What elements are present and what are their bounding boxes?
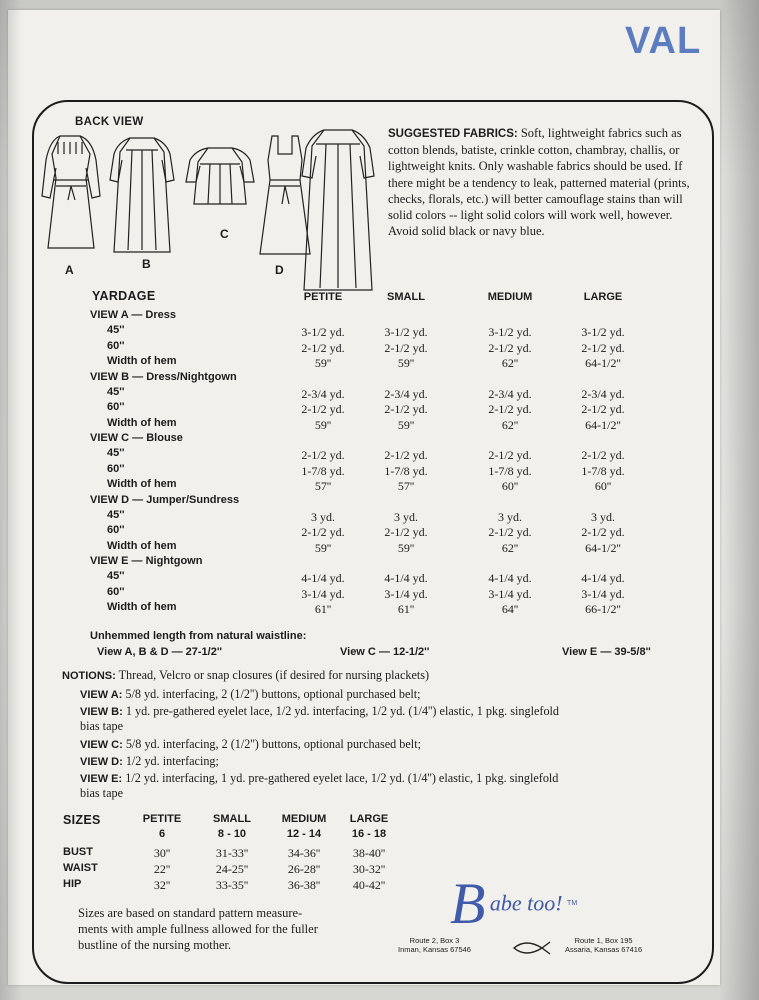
yardage-view-heading: VIEW A — Dress	[90, 309, 176, 321]
yardage-cell: 1-7/8 yd.	[384, 463, 428, 478]
logo-trademark: TM	[567, 900, 578, 907]
yardage-cell: 2-1/2 yd.	[384, 525, 428, 539]
yardage-cell: 2-1/2 yd.	[301, 340, 345, 355]
notions-item	[80, 754, 219, 769]
notions-item	[80, 704, 559, 719]
sizes-row-label: HIP	[63, 878, 82, 890]
yardage-col-small: SMALL	[387, 291, 425, 303]
notions-item-text: 1 yd. pre-gathered eyelet lace, 1/2 yd. interfacing, 1/2 yd. (1/4'') elastic, 1 pkg. singlefold	[125, 704, 560, 718]
notions-item-view: VIEW C:	[80, 739, 123, 751]
yardage-cell: 2-1/2 yd.	[488, 402, 532, 416]
sizes-cell: 24-25''	[215, 862, 249, 876]
yardage-cell: 66-1/2''	[585, 602, 621, 616]
yardage-cell: 57''	[397, 479, 415, 493]
yardage-cell: 3 yd.	[498, 509, 522, 524]
sizes-note-line: ments with ample fullness allowed for the fuller	[78, 922, 318, 936]
notions-item-text: 1/2 yd. interfacing;	[125, 754, 219, 768]
yardage-row-label: 45''	[107, 447, 125, 459]
logo-wordmark: abe too!	[489, 890, 563, 916]
yardage-cell: 64''	[501, 602, 519, 616]
notions-intro-line	[62, 668, 429, 683]
yardage-cell: 59''	[314, 417, 332, 432]
sleeve-shadow-left	[0, 0, 22, 1000]
yardage-cell: 59''	[397, 540, 415, 555]
yardage-row-label: Width of hem	[107, 601, 177, 613]
sizes-cell: 40-42''	[352, 878, 386, 892]
yardage-row-label: 45''	[107, 570, 125, 582]
view-e-nightgown-illustration	[302, 130, 374, 290]
yardage-cell: 2-1/2 yd.	[384, 402, 428, 416]
notions-item-view: VIEW A:	[80, 689, 123, 701]
notions-item-view: VIEW E:	[80, 773, 123, 785]
yardage-row-label: 45''	[107, 385, 125, 398]
yardage-cell: 2-3/4 yd.	[488, 386, 532, 401]
yardage-row-label: 60''	[107, 462, 125, 475]
yardage-cell: 2-1/2 yd.	[581, 402, 625, 416]
sizes-note-line: Sizes are based on standard pattern measure-	[78, 906, 303, 920]
view-b-letter: B	[142, 257, 151, 271]
yardage-col-large: LARGE	[583, 291, 623, 303]
yardage-cell: 2-1/2 yd.	[301, 448, 345, 462]
yardage-cell: 1-7/8 yd.	[301, 463, 345, 478]
sizes-cell: 32''	[153, 878, 171, 892]
notions-item-text: 5/8 yd. interfacing, 2 (1/2'') buttons, optional purchased belt;	[125, 687, 421, 701]
fabrics-heading: SUGGESTED FABRICS:	[388, 128, 518, 140]
fish-icon	[512, 940, 552, 956]
yardage-cell: 4-1/4 yd.	[488, 571, 532, 585]
notions-item	[80, 737, 421, 752]
yardage-cell: 2-1/2 yd.	[488, 525, 532, 539]
yardage-cell: 2-3/4 yd.	[384, 386, 428, 401]
address-left-line: Inman, Kansas 67546	[398, 945, 471, 954]
sizes-row-label: WAIST	[63, 862, 98, 874]
yardage-cell: 59''	[397, 417, 415, 432]
unhemmed-view-abd: View A, B & D — 27-1/2''	[97, 646, 223, 658]
back-view-illustrations	[38, 120, 378, 295]
yardage-col-petite: PETITE	[303, 291, 343, 303]
address-right-line: Route 1, Box 195	[574, 936, 633, 945]
fabrics-text: Soft, lightweight fabrics such as cotton blends, batiste, crinkle cotton, chambray, challis, or lightweight knits. Only washable fabrics should be used. If there might be a tendency to leak, patterned material (prints, checks, florals, etc.) will better camouflage stains than will solid colors -- light solid colors will work well, however. Avoid solid black or navy blue.	[388, 126, 690, 239]
sizes-cell: 34-36''	[287, 846, 321, 860]
yardage-cell: 3 yd.	[394, 509, 418, 524]
yardage-cell: 4-1/4 yd.	[581, 571, 625, 585]
yardage-view-heading: VIEW C — Blouse	[90, 432, 183, 444]
yardage-cell: 2-1/2 yd.	[488, 448, 532, 462]
yardage-row-label: 60''	[107, 524, 125, 536]
sizes-cell: 38-40''	[352, 846, 386, 860]
unhemmed-view-e: View E — 39-5/8''	[562, 646, 651, 658]
yardage-cell: 2-1/2 yd.	[301, 525, 345, 539]
yardage-title: YARDAGE	[92, 289, 156, 303]
sizes-cell: 26-28''	[287, 862, 321, 876]
yardage-cell: 3-1/2 yd.	[488, 325, 532, 339]
sizes-cell: 22''	[153, 862, 171, 876]
view-c-letter: C	[220, 227, 229, 241]
notions-item-view: VIEW D:	[80, 756, 123, 768]
view-a-dress-illustration	[42, 136, 100, 248]
yardage-cell: 1-7/8 yd.	[488, 463, 532, 478]
yardage-cell: 3-1/2 yd.	[301, 325, 345, 339]
yardage-cell: 2-3/4 yd.	[301, 386, 345, 401]
sizes-col-range: 12 - 14	[286, 828, 322, 840]
sizes-note	[78, 905, 318, 953]
notions-item	[80, 771, 558, 786]
yardage-cell: 1-7/8 yd.	[581, 463, 625, 478]
notions-item-continuation: bias tape	[80, 719, 123, 733]
corner-label: VAL	[625, 20, 702, 62]
unhemmed-heading: Unhemmed length from natural waistline:	[90, 630, 307, 642]
logo-initial: B	[450, 871, 486, 936]
address-right-line: Assaria, Kansas 67416	[565, 945, 643, 954]
sizes-col-range: 16 - 18	[351, 828, 387, 840]
view-d-jumper-illustration	[260, 136, 310, 254]
unhemmed-view-c: View C — 12-1/2''	[340, 646, 430, 658]
notions-item-continuation: bias tape	[80, 786, 123, 800]
yardage-cell: 2-1/2 yd.	[384, 448, 428, 462]
yardage-row-label: Width of hem	[107, 539, 177, 552]
address-left-line: Route 2, Box 3	[409, 936, 460, 945]
sizes-cell: 31-33''	[215, 846, 249, 860]
notions-item-view: VIEW B:	[80, 706, 123, 718]
yardage-cell: 2-1/2 yd.	[301, 402, 345, 416]
view-a-letter: A	[65, 263, 74, 277]
sleeve-shadow-right	[719, 0, 759, 1000]
yardage-row-label: Width of hem	[107, 355, 177, 367]
view-b-dress-illustration	[110, 138, 174, 252]
yardage-cell: 59''	[397, 356, 415, 370]
notions-item-text: 5/8 yd. interfacing, 2 (1/2'') buttons, optional purchased belt;	[125, 737, 421, 751]
yardage-cell: 60''	[501, 479, 519, 493]
yardage-row-label: 60''	[107, 401, 125, 413]
yardage-cell: 3-1/4 yd.	[301, 586, 345, 601]
yardage-row-label: 45''	[107, 508, 125, 521]
suggested-fabrics	[388, 125, 694, 239]
yardage-cell: 61''	[314, 602, 332, 616]
sizes-col-name: SMALL	[213, 813, 251, 825]
yardage-cell: 59''	[314, 356, 332, 370]
notions-intro: Thread, Velcro or snap closures (if desired for nursing plackets)	[118, 668, 430, 682]
yardage-cell: 3-1/4 yd.	[488, 586, 532, 601]
yardage-cell: 3-1/2 yd.	[384, 325, 428, 339]
yardage-view-heading: VIEW E — Nightgown	[90, 555, 203, 567]
notions-heading: NOTIONS:	[62, 670, 116, 682]
sizes-cell: 30''	[153, 846, 171, 860]
yardage-cell: 2-1/2 yd.	[488, 340, 532, 355]
notions-item-text: 1/2 yd. interfacing, 1 yd. pre-gathered eyelet lace, 1/2 yd. (1/4'') elastic, 1 pkg. singlefold	[125, 771, 559, 785]
view-d-letter: D	[275, 263, 284, 277]
yardage-cell: 60''	[594, 479, 612, 493]
sizes-note-line: bustline of the nursing mother.	[78, 938, 232, 952]
yardage-cell: 62''	[501, 356, 519, 370]
yardage-cell: 2-1/2 yd.	[581, 448, 625, 462]
back-view-title: BACK VIEW	[75, 116, 144, 128]
yardage-cell: 3-1/2 yd.	[581, 325, 625, 339]
yardage-cell: 4-1/4 yd.	[301, 571, 345, 585]
yardage-view-heading: VIEW D — Jumper/Sundress	[90, 493, 240, 506]
yardage-row-label: Width of hem	[107, 478, 177, 490]
yardage-cell: 3-1/4 yd.	[384, 586, 428, 601]
sizes-cell: 33-35''	[215, 878, 249, 892]
yardage-row-label: 60''	[107, 585, 125, 598]
sizes-col-range: 8 - 10	[217, 828, 247, 840]
yardage-cell: 59''	[314, 540, 332, 555]
sizes-cell: 30-32''	[352, 862, 386, 876]
yardage-cell: 3 yd.	[311, 509, 335, 524]
address-left	[398, 936, 471, 954]
yardage-cell: 4-1/4 yd.	[384, 571, 428, 585]
yardage-row-label: Width of hem	[107, 416, 177, 429]
yardage-cell: 2-1/2 yd.	[581, 525, 625, 539]
sizes-col-name: MEDIUM	[281, 813, 327, 825]
sizes-col-name: LARGE	[349, 813, 389, 825]
yardage-cell: 2-1/2 yd.	[384, 340, 428, 355]
notions-item	[80, 687, 421, 702]
yardage-cell: 62''	[501, 540, 519, 555]
sizes-cell: 36-38''	[287, 878, 321, 892]
yardage-cell: 61''	[397, 602, 415, 616]
yardage-row-label: 45''	[107, 324, 125, 336]
sizes-col-range: 6	[158, 828, 166, 840]
yardage-cell: 3 yd.	[591, 509, 615, 524]
view-c-blouse-illustration	[186, 148, 254, 204]
yardage-cell: 64-1/2''	[585, 540, 621, 555]
sizes-col-name: PETITE	[142, 813, 182, 825]
yardage-cell: 57''	[314, 479, 332, 493]
yardage-row-label: 60''	[107, 339, 125, 352]
brand-logo	[450, 870, 577, 937]
yardage-cell: 64-1/2''	[585, 417, 621, 432]
yardage-cell: 2-1/2 yd.	[581, 340, 625, 355]
address-right	[565, 936, 642, 954]
yardage-cell: 2-3/4 yd.	[581, 386, 625, 401]
yardage-view-heading: VIEW B — Dress/Nightgown	[90, 370, 237, 383]
sizes-row-label: BUST	[63, 846, 93, 858]
yardage-cell: 62''	[501, 417, 519, 432]
yardage-cell: 64-1/2''	[585, 356, 621, 370]
yardage-cell: 3-1/4 yd.	[581, 586, 625, 601]
sizes-title: SIZES	[63, 813, 101, 827]
yardage-col-medium: MEDIUM	[487, 291, 533, 303]
